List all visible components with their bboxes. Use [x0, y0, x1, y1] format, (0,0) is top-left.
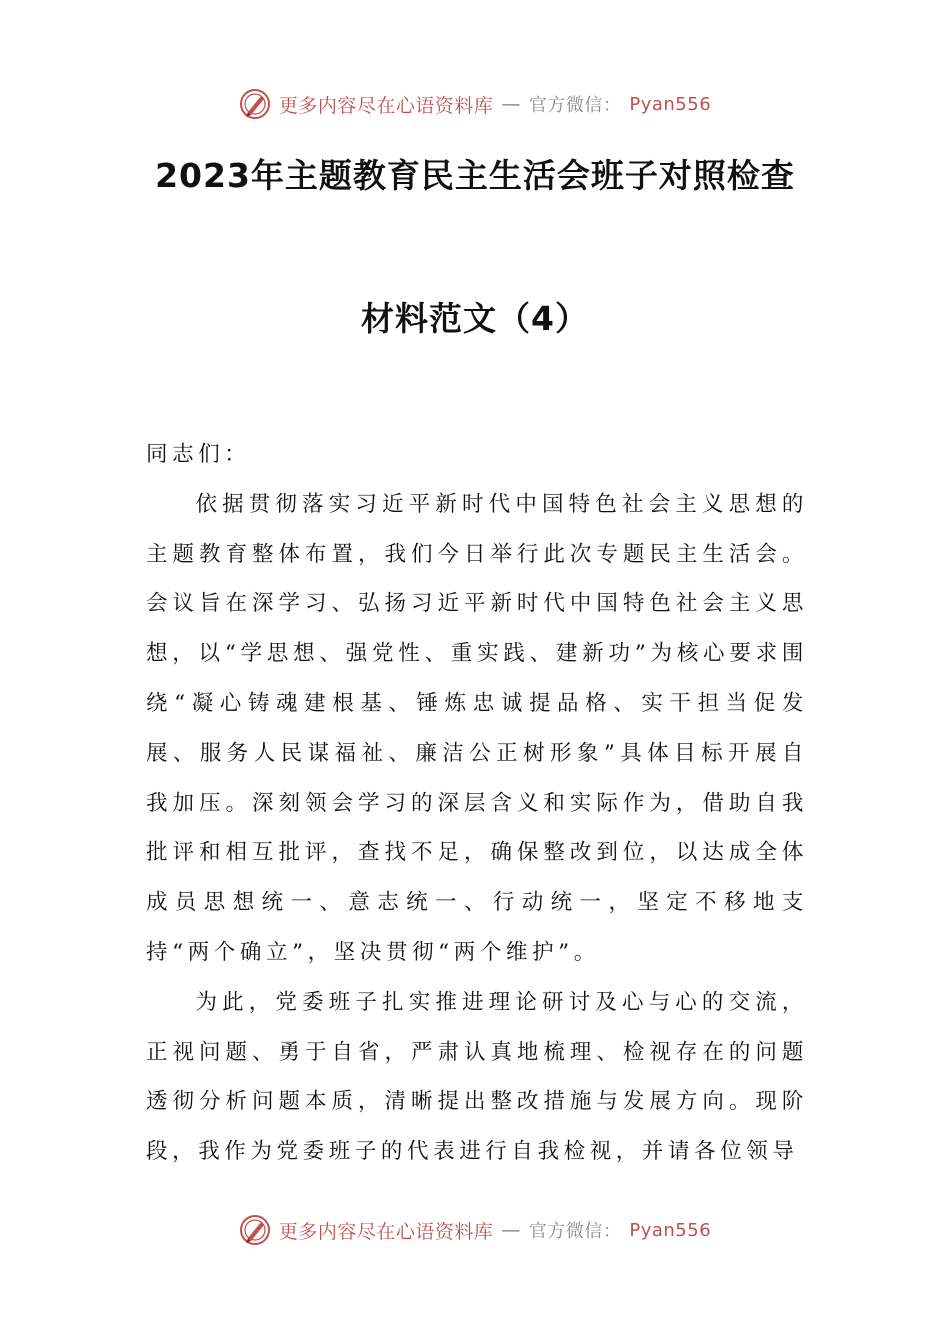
- watermark-wechat-label: 官方微信：: [528, 1221, 622, 1242]
- greeting: 同志们：: [146, 442, 251, 467]
- watermark-separator: —: [501, 93, 521, 115]
- document-body: [146, 430, 808, 1177]
- watermark-wechat-label: 官方微信：: [528, 95, 622, 116]
- paragraph-2: 为此，党委班子扎实推进理论研讨及心与心的交流，正视问题、勇于自省，严肃认真地梳理、检视存在的问题透彻分析问题本质，清晰提出整改措施与发展方向。现阶段，我作为党委班子的代表进行自我检视，并请各位领导: [146, 989, 808, 1165]
- watermark-main-text: 更多内容尽在心语资料库: [278, 94, 494, 117]
- document-title-line2: 材料范文（4）: [361, 299, 589, 338]
- pen-logo-icon: [239, 1214, 271, 1246]
- paragraph-1: 依据贯彻落实习近平新时代中国特色社会主义思想的主题教育整体布置，我们今日举行此次专题民主生活会。会议旨在深学习、弘扬习近平新时代中国特色社会主义思想，以“学思想、强党性、重实践、建新功”为核心要求围绕“凝心铸魂建根基、锤炼忠诚提品格、实干担当促发展、服务人民谋福祉、廉洁公正树形象”具体目标开展自我加压。深刻领会学习的深层含义和实际作为，借助自我批评和相互批评，查找不足，确保整改到位，以达成全体成员思想统一、意志统一、行动统一，坚定不移地支持“两个确立”，坚决贯彻“两个维护”。: [146, 491, 808, 965]
- watermark-wechat-id: Pyan556: [629, 93, 712, 115]
- document-title-line1: 2023年主题教育民主生活会班子对照检查: [155, 156, 795, 195]
- watermark-separator: —: [501, 1219, 521, 1241]
- footer-watermark: [0, 1210, 950, 1250]
- header-watermark: [0, 84, 950, 124]
- watermark-wechat-id: Pyan556: [629, 1219, 712, 1241]
- watermark-main-text: 更多内容尽在心语资料库: [278, 1220, 494, 1243]
- pen-logo-icon: [239, 88, 271, 120]
